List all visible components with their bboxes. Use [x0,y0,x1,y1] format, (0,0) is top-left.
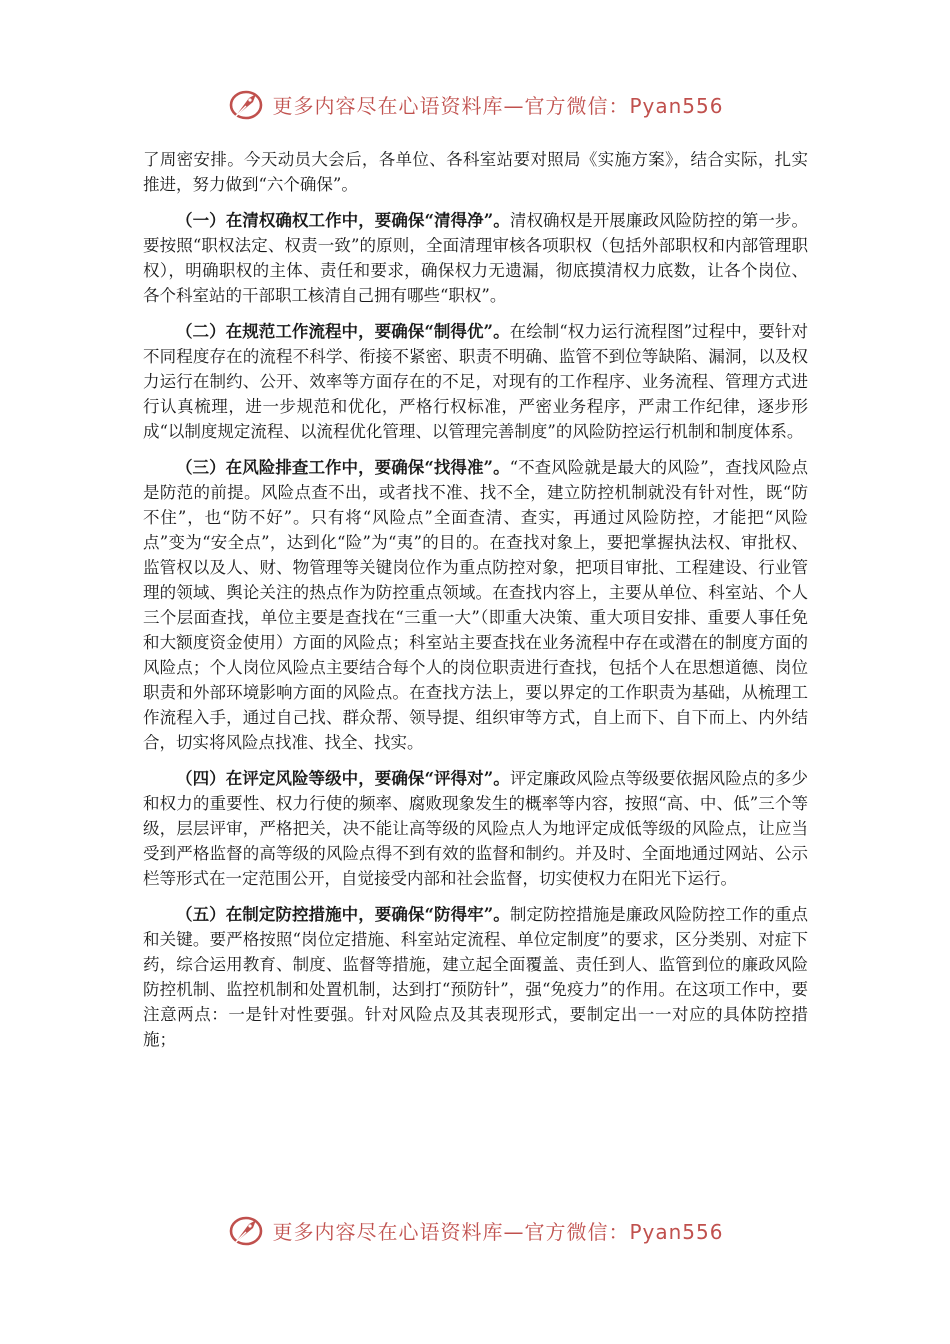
section-heading: （三）在风险排查工作中，要确保“找得准”。 [176,458,510,477]
footer-watermark-banner [0,1210,950,1250]
paragraph-body: 制定防控措施是廉政风险防控工作的重点和关键。要严格按照“岗位定措施、科室站定流程、单位定制度”的要求，区分类别、对症下药，综合运用教育、制度、监督等措施，建立起全面覆盖、责任到人、监管到位的廉政风险防控机制、监控机制和处置机制，达到打“预防针”，强“免疫力”的作用。在这项工作中，要注意两点：一是针对性要强。针对风险点及其表现形式，要制定出一一对应的具体防控措施； [143,905,809,1049]
document-body [143,147,808,1052]
section-heading: （二）在规范工作流程中，要确保“制得优”。 [176,322,510,341]
section-heading: （五）在制定防控措施中，要确保“防得牢”。 [176,905,510,924]
paragraph-section-3 [143,455,808,755]
paragraph-body: 了周密安排。今天动员大会后，各单位、各科室站要对照局《实施方案》，结合实际，扎实推进，努力做到“六个确保”。 [143,150,808,194]
header-watermark-banner [0,84,950,124]
paragraph-intro [143,147,808,197]
paragraph-section-1 [143,208,808,308]
paragraph-section-2 [143,319,808,444]
header-watermark-text: 更多内容尽在心语资料库—官方微信：Pyan556 [272,93,724,118]
section-heading: （四）在评定风险等级中，要确保“评得对”。 [176,769,510,788]
pen-nib-logo-icon [226,84,266,124]
paragraph-body: 评定廉政风险点等级要依据风险点的多少和权力的重要性、权力行使的频率、腐败现象发生的概率等内容，按照“高、中、低”三个等级，层层评审，严格把关，决不能让高等级的风险点人为地评定成低等级的风险点，让应当受到严格监督的高等级的风险点得不到有效的监督和制约。并及时、全面地通过网站、公示栏等形式在一定范围公开，自觉接受内部和社会监督，切实使权力在阳光下运行。 [143,769,809,888]
paragraph-section-4 [143,766,808,891]
paragraph-body: 清权确权是开展廉政风险防控的第一步。要按照“职权法定、权责一致”的原则，全面清理审核各项职权（包括外部职权和内部管理职权），明确职权的主体、责任和要求，确保权力无遗漏，彻底摸清权力底数，让各个岗位、各个科室站的干部职工核清自己拥有哪些“职权”。 [143,211,809,305]
paragraph-body: “不查风险就是最大的风险”，查找风险点是防范的前提。风险点查不出，或者找不准、找不全，建立防控机制就没有针对性，既“防不住”，也“防不好”。只有将“风险点”全面查清、查实，再通过风险防控，才能把“风险点”变为“安全点”，达到化“险”为“夷”的目的。在查找对象上，要把掌握执法权、审批权、监管权以及人、财、物管理等关键岗位作为重点防控对象，把项目审批、工程建设、行业管理的领域、舆论关注的热点作为防控重点领域。在查找内容上，主要从单位、科室站、个人三个层面查找，单位主要是查找在“三重一大”（即重大决策、重大项目安排、重要人事任免和大额度资金使用）方面的风险点；科室站主要查找在业务流程中存在或潜在的制度方面的风险点；个人岗位风险点主要结合每个人的岗位职责进行查找，包括个人在思想道德、岗位职责和外部环境影响方面的风险点。在查找方法上，要以界定的工作职责为基础，从梳理工作流程入手，通过自己找、群众帮、领导提、组织审等方式，自上而下、自下而上、内外结合，切实将风险点找准、找全、找实。 [143,458,808,752]
paragraph-section-5 [143,902,808,1052]
footer-watermark-text: 更多内容尽在心语资料库—官方微信：Pyan556 [272,1219,724,1244]
paragraph-body: 在绘制“权力运行流程图”过程中，要针对不同程度存在的流程不科学、衔接不紧密、职责不明确、监管不到位等缺陷、漏洞，以及权力运行在制约、公开、效率等方面存在的不足，对现有的工作程序、业务流程、管理方式进行认真梳理，进一步规范和优化，严格行权标准，严密业务程序，严肃工作纪律，逐步形成“以制度规定流程、以流程优化管理、以管理完善制度”的风险防控运行机制和制度体系。 [143,322,808,441]
section-heading: （一）在清权确权工作中，要确保“清得净”。 [176,211,510,230]
pen-nib-logo-icon [226,1210,266,1250]
